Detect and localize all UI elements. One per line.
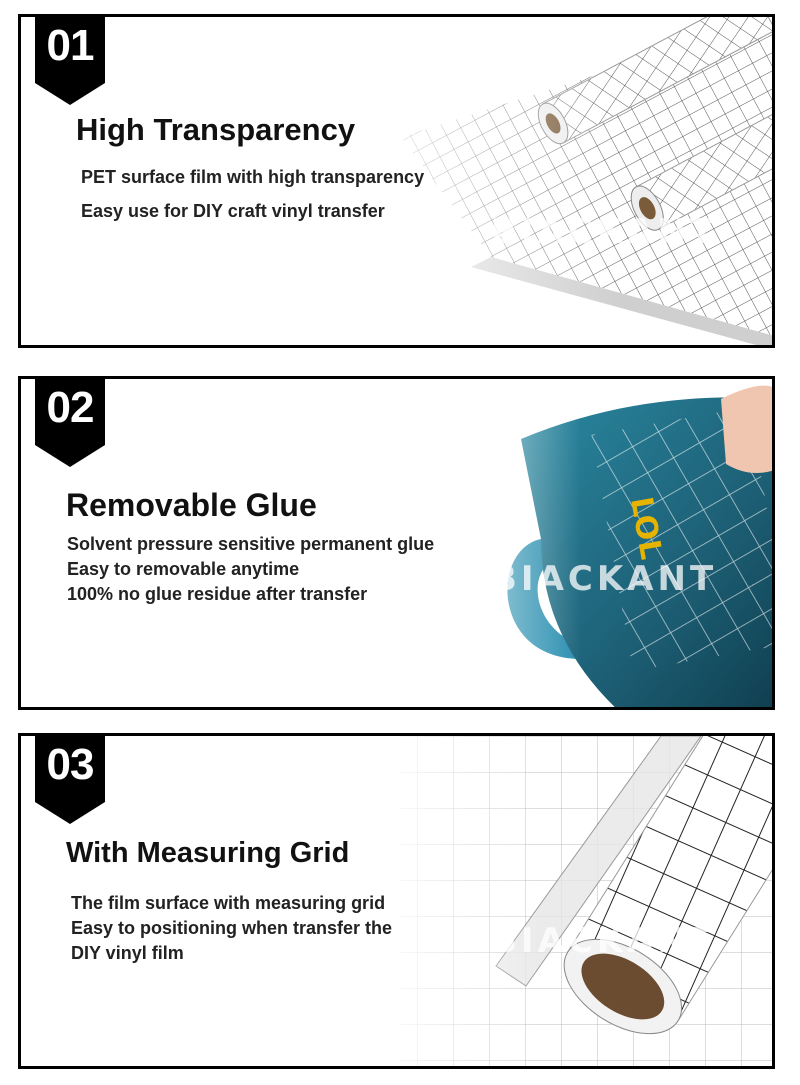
feature-title: With Measuring Grid <box>66 837 350 869</box>
description-line: Solvent pressure sensitive permanent glue <box>67 534 435 554</box>
description-line: The film surface with measuring grid <box>71 893 386 913</box>
description-line: PET surface film with high transparency <box>81 167 425 187</box>
watermark: BIACKANT <box>491 212 718 252</box>
description-line: Easy use for DIY craft vinyl transfer <box>81 201 385 221</box>
badge-number: 02 <box>46 383 94 432</box>
feature-description <box>67 532 434 607</box>
number-badge <box>35 379 105 469</box>
badge-number: 01 <box>46 21 94 70</box>
feature-panel-high-transparency <box>18 14 775 348</box>
feature-panel-measuring-grid <box>18 733 775 1069</box>
description-line: 100% no glue residue after transfer <box>67 584 368 604</box>
badge-number: 03 <box>46 740 94 789</box>
number-badge <box>35 736 105 826</box>
feature-title: High Transparency <box>76 112 356 147</box>
svg-text:LOL: LOL <box>623 494 669 563</box>
number-badge <box>35 17 105 107</box>
description-line: Easy to removable anytime <box>67 559 300 579</box>
feature-title: Removable Glue <box>66 487 317 523</box>
description-line: DIY vinyl film <box>71 943 184 963</box>
watermark: BIACKANT <box>491 559 718 599</box>
description-line: Easy to positioning when transfer the <box>71 918 393 938</box>
feature-description <box>71 891 392 966</box>
feature-panel-removable-glue <box>18 376 775 710</box>
watermark: BIACKANT <box>491 921 718 961</box>
feature-description <box>81 160 424 228</box>
